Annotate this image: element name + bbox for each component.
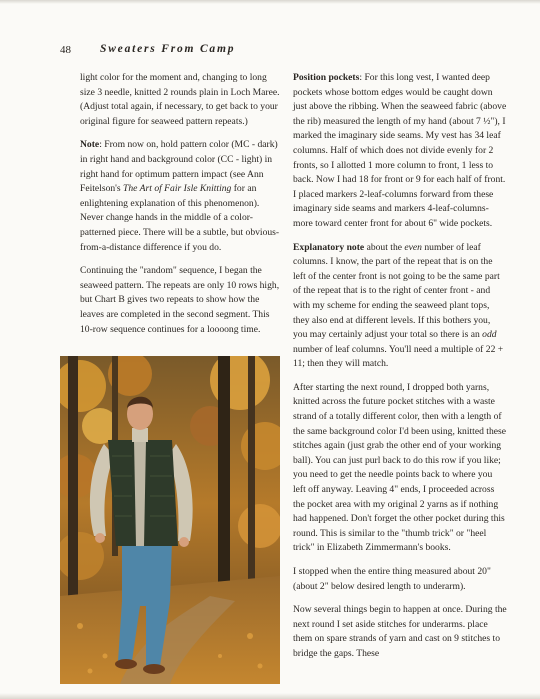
page-header (60, 44, 500, 60)
paragraph-text: about the (364, 241, 405, 253)
man-in-vest-photo (60, 356, 280, 684)
page-top-shadow (0, 0, 540, 4)
emphasis-even: even (404, 241, 422, 253)
running-title: Sweaters From Camp (100, 43, 236, 55)
paragraph: light color for the moment and, changing to long size 3 needle, knitted 2 rounds plain in Loch Maree. (Adjust total again, if necessary, to get back to your original figure for seaweed pattern repeats.) (80, 72, 280, 127)
photo-illustration (60, 356, 280, 684)
note-text-cont: for an enlightening explanation of this phenomenon). Never change hands in the middle of a color-patterned piece. There will be a subtle, but obvious-from-a-distance difference if you do. (80, 183, 280, 253)
emphasis-odd: odd (482, 329, 497, 341)
paragraph: Continuing the "random" sequence, I began the seaweed pattern. The repeats are only 10 rows high, but Chart B gives two repeats to show how the leaves are completed in the second segment. This 10-row sequence continues for a loooong time. (80, 265, 280, 335)
paragraph-text: number of leaf columns. You'll need a multiple of 22 + 11; then they will match. (293, 343, 504, 370)
right-column (293, 71, 507, 671)
position-pockets-paragraph (293, 71, 507, 232)
left-column (80, 71, 282, 346)
page-number: 48 (60, 44, 71, 56)
note-lead: Note (80, 139, 100, 151)
paragraph: Now several things begin to happen at once. During the next round I set aside stitches for underarms. place them on spare strands of yarn and cast on 9 stitches to bridge the gaps. These (293, 604, 507, 659)
note-paragraph (80, 138, 282, 255)
book-title: The Art of Fair Isle Knitting (123, 183, 232, 195)
paragraph: I stopped when the entire thing measured about 20" (about 2" below desired length to underarm). (293, 566, 491, 592)
note-text: : From now on, hold pattern color (MC - dark) in right hand and background color (CC - light) in right hand for optimum pattern impact (see Ann Feitelson's (80, 139, 278, 195)
paragraph: After starting the next round, I dropped both yarns, knitted across the future pocket stitches with a waste strand of a totally different color, then with a length of the same background color I'd been using, knitted these stitches again (just grab the other end of your working ball). You can just purl back to do this row if you like; you need to get the needle points back to where you left off anyway. Leaving 4" ends, I proceeded across the pocket area with my original 2 yarns as if nothing had happened. Don't forget the other pocket during this round. This is similar to the "thumb trick" or "heel trick" in Elizabeth Zimmermann's books. (293, 381, 506, 554)
section-lead: Explanatory note (293, 241, 365, 253)
section-lead: Position pockets (293, 72, 360, 83)
paragraph-text: number of leaf columns. I know, the part of the repeat that is on the left of the center front is not going to be the same part of the repeat that is to the right of center front - and with my scheme for ending the seaweed plant tops, they also end at different levels. If this bothers you, you may certainly adjust your total so there is an (293, 241, 500, 341)
paragraph-text: : For this long vest, I wanted deep pockets whose bottom edges would be caught down just above the ribbing. When the seaweed fabric (above the rib) measured the length of my hand (about 7 ½"), I marked the imaginary side seams. My vest has 34 leaf columns. Half of which does not divide evenly for 2 fronts, so I allotted 1 more column to front, 1 less to back. Now I had 18 for front or 9 for each half of front. I placed markers 2-leaf-columns forward from these imaginary side seams and markers 4-leaf-columns-more toward center front for about 6" wide pockets. (293, 72, 507, 229)
page-bottom-edge (0, 693, 540, 699)
explanatory-note-paragraph (293, 241, 507, 372)
